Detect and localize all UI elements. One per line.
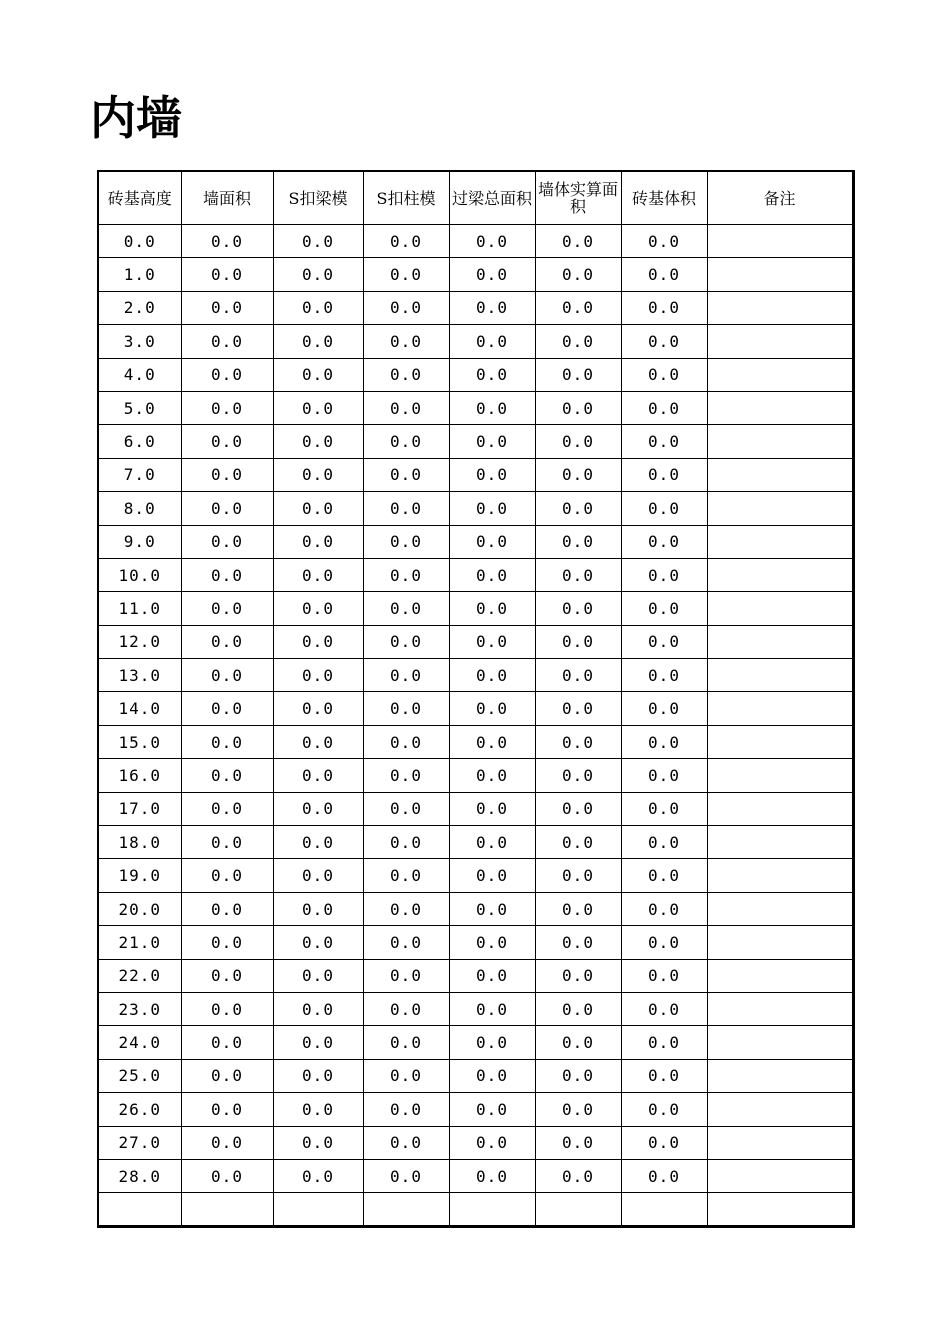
cell-brick-base-volume: 0.0 [621, 458, 707, 491]
header-deduct-beam-formwork: S扣梁模 [273, 171, 363, 225]
cell-remarks [707, 992, 853, 1025]
cell-wall-net-area: 0.0 [535, 225, 621, 258]
cell-lintel-total-area: 0.0 [449, 959, 535, 992]
cell-deduct-column-formwork: 0.0 [363, 325, 449, 358]
cell-brick-base-height: 15.0 [98, 725, 181, 758]
header-brick-base-height: 砖基高度 [98, 171, 181, 225]
cell-deduct-column-formwork: 0.0 [363, 659, 449, 692]
cell-brick-base-volume: 0.0 [621, 225, 707, 258]
cell-deduct-column-formwork: 0.0 [363, 1126, 449, 1159]
cell-deduct-beam-formwork: 0.0 [273, 926, 363, 959]
cell-brick-base-volume: 0.0 [621, 492, 707, 525]
cell-brick-base-height: 6.0 [98, 425, 181, 458]
wall-calculation-table [97, 170, 855, 1228]
cell-wall-area: 0.0 [181, 1026, 273, 1059]
cell-remarks [707, 725, 853, 758]
cell-remarks [707, 625, 853, 658]
cell-brick-base-volume: 0.0 [621, 892, 707, 925]
cell-wall-area: 0.0 [181, 859, 273, 892]
cell-deduct-beam-formwork: 0.0 [273, 492, 363, 525]
cell-lintel-total-area: 0.0 [449, 926, 535, 959]
cell-brick-base-height: 9.0 [98, 525, 181, 558]
cell-deduct-column-formwork: 0.0 [363, 792, 449, 825]
cell-brick-base-height: 10.0 [98, 558, 181, 591]
cell-deduct-column-formwork: 0.0 [363, 391, 449, 424]
cell-deduct-beam-formwork: 0.0 [273, 391, 363, 424]
cell-remarks [707, 892, 853, 925]
cell-deduct-beam-formwork: 0.0 [273, 225, 363, 258]
cell-wall-area: 0.0 [181, 1059, 273, 1092]
cell-deduct-beam-formwork: 0.0 [273, 892, 363, 925]
table-row [98, 725, 853, 758]
table-row [98, 458, 853, 491]
cell-wall-net-area: 0.0 [535, 1093, 621, 1126]
cell-lintel-total-area: 0.0 [449, 558, 535, 591]
cell-lintel-total-area: 0.0 [449, 759, 535, 792]
header-wall-area: 墙面积 [181, 171, 273, 225]
cell-brick-base-volume: 0.0 [621, 425, 707, 458]
cell-wall-net-area: 0.0 [535, 625, 621, 658]
cell-wall-area: 0.0 [181, 391, 273, 424]
table-row [98, 1159, 853, 1192]
cell-brick-base-height: 11.0 [98, 592, 181, 625]
cell-wall-area: 0.0 [181, 625, 273, 658]
cell-wall-area: 0.0 [181, 892, 273, 925]
header-remarks: 备注 [707, 171, 853, 225]
cell-remarks [707, 358, 853, 391]
cell-deduct-beam-formwork: 0.0 [273, 558, 363, 591]
cell-deduct-beam-formwork: 0.0 [273, 659, 363, 692]
cell-wall-area: 0.0 [181, 291, 273, 324]
cell-brick-base-volume: 0.0 [621, 325, 707, 358]
table-row [98, 291, 853, 324]
cell-wall-area: 0.0 [181, 458, 273, 491]
cell-deduct-beam-formwork: 0.0 [273, 325, 363, 358]
cell-remarks [707, 826, 853, 859]
cell-brick-base-volume: 0.0 [621, 759, 707, 792]
table-row [98, 525, 853, 558]
cell-deduct-beam-formwork: 0.0 [273, 425, 363, 458]
cell-wall-net-area: 0.0 [535, 892, 621, 925]
cell-brick-base-height: 18.0 [98, 826, 181, 859]
cell-wall-net-area: 0.0 [535, 525, 621, 558]
cell-remarks [707, 692, 853, 725]
cell-wall-area: 0.0 [181, 659, 273, 692]
cell-remarks [707, 258, 853, 291]
cell-wall-net-area: 0.0 [535, 859, 621, 892]
cell-deduct-column-formwork: 0.0 [363, 725, 449, 758]
cell-brick-base-volume: 0.0 [621, 1059, 707, 1092]
cell-remarks [707, 291, 853, 324]
cell-brick-base-height: 8.0 [98, 492, 181, 525]
cell-deduct-beam-formwork: 0.0 [273, 525, 363, 558]
cell-brick-base-volume: 0.0 [621, 959, 707, 992]
cell-brick-base-height: 23.0 [98, 992, 181, 1025]
cell-wall-area: 0.0 [181, 1093, 273, 1126]
cell-deduct-column-formwork: 0.0 [363, 525, 449, 558]
cell-remarks [707, 1126, 853, 1159]
cell-lintel-total-area: 0.0 [449, 492, 535, 525]
cell-lintel-total-area: 0.0 [449, 391, 535, 424]
table-row [98, 225, 853, 258]
table-row [98, 892, 853, 925]
cell-deduct-column-formwork [363, 1193, 449, 1227]
cell-brick-base-height: 28.0 [98, 1159, 181, 1192]
table-row [98, 325, 853, 358]
cell-wall-area: 0.0 [181, 525, 273, 558]
cell-brick-base-volume: 0.0 [621, 258, 707, 291]
cell-lintel-total-area: 0.0 [449, 225, 535, 258]
cell-wall-area: 0.0 [181, 826, 273, 859]
cell-remarks [707, 926, 853, 959]
cell-lintel-total-area: 0.0 [449, 892, 535, 925]
cell-remarks [707, 959, 853, 992]
cell-deduct-beam-formwork: 0.0 [273, 859, 363, 892]
cell-wall-net-area: 0.0 [535, 792, 621, 825]
cell-remarks [707, 1159, 853, 1192]
cell-deduct-beam-formwork: 0.0 [273, 826, 363, 859]
cell-deduct-column-formwork: 0.0 [363, 992, 449, 1025]
cell-wall-net-area: 0.0 [535, 391, 621, 424]
cell-wall-net-area: 0.0 [535, 1059, 621, 1092]
cell-remarks [707, 425, 853, 458]
cell-brick-base-height: 7.0 [98, 458, 181, 491]
cell-wall-net-area: 0.0 [535, 759, 621, 792]
table-row [98, 1026, 853, 1059]
cell-wall-net-area: 0.0 [535, 592, 621, 625]
table-row [98, 1193, 853, 1227]
cell-brick-base-height: 24.0 [98, 1026, 181, 1059]
cell-brick-base-height: 20.0 [98, 892, 181, 925]
cell-deduct-column-formwork: 0.0 [363, 926, 449, 959]
cell-deduct-column-formwork: 0.0 [363, 558, 449, 591]
cell-brick-base-volume: 0.0 [621, 926, 707, 959]
cell-brick-base-height: 22.0 [98, 959, 181, 992]
cell-brick-base-volume: 0.0 [621, 692, 707, 725]
cell-wall-net-area: 0.0 [535, 492, 621, 525]
cell-deduct-column-formwork: 0.0 [363, 258, 449, 291]
cell-remarks [707, 558, 853, 591]
cell-remarks [707, 391, 853, 424]
cell-deduct-beam-formwork: 0.0 [273, 759, 363, 792]
cell-brick-base-volume: 0.0 [621, 1093, 707, 1126]
cell-remarks [707, 592, 853, 625]
cell-deduct-column-formwork: 0.0 [363, 1059, 449, 1092]
cell-deduct-beam-formwork: 0.0 [273, 1093, 363, 1126]
header-lintel-total-area: 过梁总面积 [449, 171, 535, 225]
cell-wall-area: 0.0 [181, 425, 273, 458]
table-row [98, 926, 853, 959]
table-row [98, 492, 853, 525]
cell-brick-base-height: 13.0 [98, 659, 181, 692]
cell-lintel-total-area: 0.0 [449, 1159, 535, 1192]
cell-deduct-beam-formwork: 0.0 [273, 258, 363, 291]
cell-lintel-total-area: 0.0 [449, 325, 535, 358]
cell-remarks [707, 492, 853, 525]
cell-remarks [707, 325, 853, 358]
header-deduct-column-formwork: S扣柱模 [363, 171, 449, 225]
cell-brick-base-height: 16.0 [98, 759, 181, 792]
cell-deduct-beam-formwork: 0.0 [273, 1126, 363, 1159]
cell-wall-net-area: 0.0 [535, 458, 621, 491]
cell-lintel-total-area: 0.0 [449, 792, 535, 825]
cell-deduct-beam-formwork: 0.0 [273, 458, 363, 491]
cell-wall-area: 0.0 [181, 225, 273, 258]
cell-remarks [707, 859, 853, 892]
cell-brick-base-volume: 0.0 [621, 826, 707, 859]
cell-wall-area: 0.0 [181, 492, 273, 525]
cell-wall-net-area: 0.0 [535, 291, 621, 324]
cell-wall-net-area: 0.0 [535, 692, 621, 725]
cell-lintel-total-area: 0.0 [449, 859, 535, 892]
cell-lintel-total-area: 0.0 [449, 525, 535, 558]
cell-deduct-column-formwork: 0.0 [363, 291, 449, 324]
cell-brick-base-volume: 0.0 [621, 391, 707, 424]
table-row [98, 1093, 853, 1126]
cell-deduct-column-formwork: 0.0 [363, 425, 449, 458]
cell-wall-net-area: 0.0 [535, 992, 621, 1025]
table-row [98, 592, 853, 625]
cell-deduct-column-formwork: 0.0 [363, 959, 449, 992]
cell-deduct-column-formwork: 0.0 [363, 592, 449, 625]
cell-deduct-beam-formwork: 0.0 [273, 1026, 363, 1059]
header-brick-base-volume: 砖基体积 [621, 171, 707, 225]
cell-wall-net-area: 0.0 [535, 826, 621, 859]
cell-remarks [707, 1059, 853, 1092]
cell-deduct-column-formwork: 0.0 [363, 692, 449, 725]
cell-deduct-beam-formwork: 0.0 [273, 692, 363, 725]
cell-brick-base-volume: 0.0 [621, 992, 707, 1025]
cell-deduct-beam-formwork: 0.0 [273, 725, 363, 758]
table-row [98, 792, 853, 825]
cell-wall-area: 0.0 [181, 358, 273, 391]
cell-deduct-column-formwork: 0.0 [363, 1093, 449, 1126]
cell-deduct-beam-formwork: 0.0 [273, 792, 363, 825]
cell-wall-area: 0.0 [181, 558, 273, 591]
table-row [98, 992, 853, 1025]
cell-brick-base-volume: 0.0 [621, 592, 707, 625]
cell-lintel-total-area: 0.0 [449, 258, 535, 291]
cell-remarks [707, 1093, 853, 1126]
cell-wall-net-area: 0.0 [535, 425, 621, 458]
table-row [98, 258, 853, 291]
cell-brick-base-height: 21.0 [98, 926, 181, 959]
cell-brick-base-volume: 0.0 [621, 725, 707, 758]
cell-lintel-total-area: 0.0 [449, 992, 535, 1025]
cell-deduct-beam-formwork: 0.0 [273, 358, 363, 391]
cell-brick-base-volume: 0.0 [621, 625, 707, 658]
cell-deduct-column-formwork: 0.0 [363, 225, 449, 258]
cell-brick-base-height: 5.0 [98, 391, 181, 424]
table-row [98, 859, 853, 892]
table-row [98, 826, 853, 859]
cell-wall-area: 0.0 [181, 959, 273, 992]
cell-wall-area [181, 1193, 273, 1227]
cell-wall-net-area: 0.0 [535, 926, 621, 959]
cell-brick-base-height: 14.0 [98, 692, 181, 725]
cell-brick-base-height [98, 1193, 181, 1227]
cell-wall-area: 0.0 [181, 992, 273, 1025]
cell-deduct-column-formwork: 0.0 [363, 458, 449, 491]
cell-lintel-total-area: 0.0 [449, 1126, 535, 1159]
cell-wall-area: 0.0 [181, 759, 273, 792]
cell-wall-net-area: 0.0 [535, 1126, 621, 1159]
cell-deduct-beam-formwork: 0.0 [273, 959, 363, 992]
cell-brick-base-height: 0.0 [98, 225, 181, 258]
cell-brick-base-volume: 0.0 [621, 1159, 707, 1192]
cell-deduct-column-formwork: 0.0 [363, 492, 449, 525]
cell-lintel-total-area: 0.0 [449, 425, 535, 458]
cell-lintel-total-area: 0.0 [449, 458, 535, 491]
table-row [98, 558, 853, 591]
cell-brick-base-height: 3.0 [98, 325, 181, 358]
table-row [98, 358, 853, 391]
cell-wall-area: 0.0 [181, 258, 273, 291]
cell-deduct-beam-formwork [273, 1193, 363, 1227]
cell-deduct-beam-formwork: 0.0 [273, 592, 363, 625]
cell-deduct-beam-formwork: 0.0 [273, 291, 363, 324]
cell-brick-base-volume [621, 1193, 707, 1227]
table-row [98, 959, 853, 992]
cell-lintel-total-area: 0.0 [449, 1093, 535, 1126]
cell-wall-net-area: 0.0 [535, 1159, 621, 1192]
page-title: 内墙 [90, 91, 182, 145]
cell-wall-area: 0.0 [181, 1126, 273, 1159]
cell-brick-base-volume: 0.0 [621, 792, 707, 825]
cell-deduct-column-formwork: 0.0 [363, 625, 449, 658]
cell-brick-base-height: 2.0 [98, 291, 181, 324]
cell-wall-area: 0.0 [181, 592, 273, 625]
cell-deduct-beam-formwork: 0.0 [273, 1059, 363, 1092]
cell-remarks [707, 458, 853, 491]
cell-deduct-column-formwork: 0.0 [363, 358, 449, 391]
cell-wall-area: 0.0 [181, 792, 273, 825]
cell-wall-net-area: 0.0 [535, 959, 621, 992]
cell-lintel-total-area: 0.0 [449, 592, 535, 625]
cell-deduct-column-formwork: 0.0 [363, 892, 449, 925]
cell-lintel-total-area: 0.0 [449, 725, 535, 758]
table-header-row [98, 171, 853, 225]
cell-deduct-column-formwork: 0.0 [363, 759, 449, 792]
table-row [98, 1059, 853, 1092]
cell-remarks [707, 225, 853, 258]
cell-wall-net-area: 0.0 [535, 1026, 621, 1059]
cell-wall-area: 0.0 [181, 1159, 273, 1192]
cell-wall-area: 0.0 [181, 926, 273, 959]
cell-brick-base-volume: 0.0 [621, 358, 707, 391]
cell-wall-area: 0.0 [181, 692, 273, 725]
cell-lintel-total-area: 0.0 [449, 291, 535, 324]
cell-brick-base-height: 26.0 [98, 1093, 181, 1126]
cell-lintel-total-area: 0.0 [449, 1026, 535, 1059]
cell-deduct-beam-formwork: 0.0 [273, 992, 363, 1025]
cell-wall-net-area: 0.0 [535, 258, 621, 291]
cell-wall-net-area: 0.0 [535, 659, 621, 692]
cell-brick-base-height: 4.0 [98, 358, 181, 391]
cell-brick-base-volume: 0.0 [621, 291, 707, 324]
cell-lintel-total-area: 0.0 [449, 625, 535, 658]
cell-brick-base-volume: 0.0 [621, 859, 707, 892]
cell-brick-base-height: 25.0 [98, 1059, 181, 1092]
table-row [98, 425, 853, 458]
cell-remarks [707, 759, 853, 792]
cell-brick-base-volume: 0.0 [621, 1026, 707, 1059]
cell-wall-net-area: 0.0 [535, 358, 621, 391]
cell-wall-net-area: 0.0 [535, 725, 621, 758]
cell-deduct-beam-formwork: 0.0 [273, 625, 363, 658]
cell-deduct-column-formwork: 0.0 [363, 859, 449, 892]
cell-wall-net-area: 0.0 [535, 325, 621, 358]
cell-brick-base-volume: 0.0 [621, 558, 707, 591]
cell-remarks [707, 1026, 853, 1059]
cell-remarks [707, 525, 853, 558]
cell-lintel-total-area: 0.0 [449, 1059, 535, 1092]
cell-wall-area: 0.0 [181, 725, 273, 758]
table-row [98, 692, 853, 725]
cell-lintel-total-area [449, 1193, 535, 1227]
cell-brick-base-volume: 0.0 [621, 525, 707, 558]
cell-brick-base-height: 19.0 [98, 859, 181, 892]
cell-brick-base-volume: 0.0 [621, 659, 707, 692]
cell-remarks [707, 792, 853, 825]
cell-lintel-total-area: 0.0 [449, 826, 535, 859]
cell-wall-net-area [535, 1193, 621, 1227]
table-row [98, 391, 853, 424]
cell-deduct-beam-formwork: 0.0 [273, 1159, 363, 1192]
cell-lintel-total-area: 0.0 [449, 692, 535, 725]
cell-lintel-total-area: 0.0 [449, 358, 535, 391]
table-row [98, 1126, 853, 1159]
header-wall-net-area: 墙体实算面积 [535, 171, 621, 225]
cell-wall-area: 0.0 [181, 325, 273, 358]
cell-brick-base-height: 1.0 [98, 258, 181, 291]
cell-deduct-column-formwork: 0.0 [363, 1026, 449, 1059]
cell-remarks [707, 1193, 853, 1227]
cell-brick-base-volume: 0.0 [621, 1126, 707, 1159]
cell-wall-net-area: 0.0 [535, 558, 621, 591]
table-row [98, 759, 853, 792]
cell-brick-base-height: 17.0 [98, 792, 181, 825]
cell-deduct-column-formwork: 0.0 [363, 1159, 449, 1192]
cell-lintel-total-area: 0.0 [449, 659, 535, 692]
cell-deduct-column-formwork: 0.0 [363, 826, 449, 859]
cell-brick-base-height: 27.0 [98, 1126, 181, 1159]
cell-brick-base-height: 12.0 [98, 625, 181, 658]
cell-remarks [707, 659, 853, 692]
table-row [98, 625, 853, 658]
table-row [98, 659, 853, 692]
